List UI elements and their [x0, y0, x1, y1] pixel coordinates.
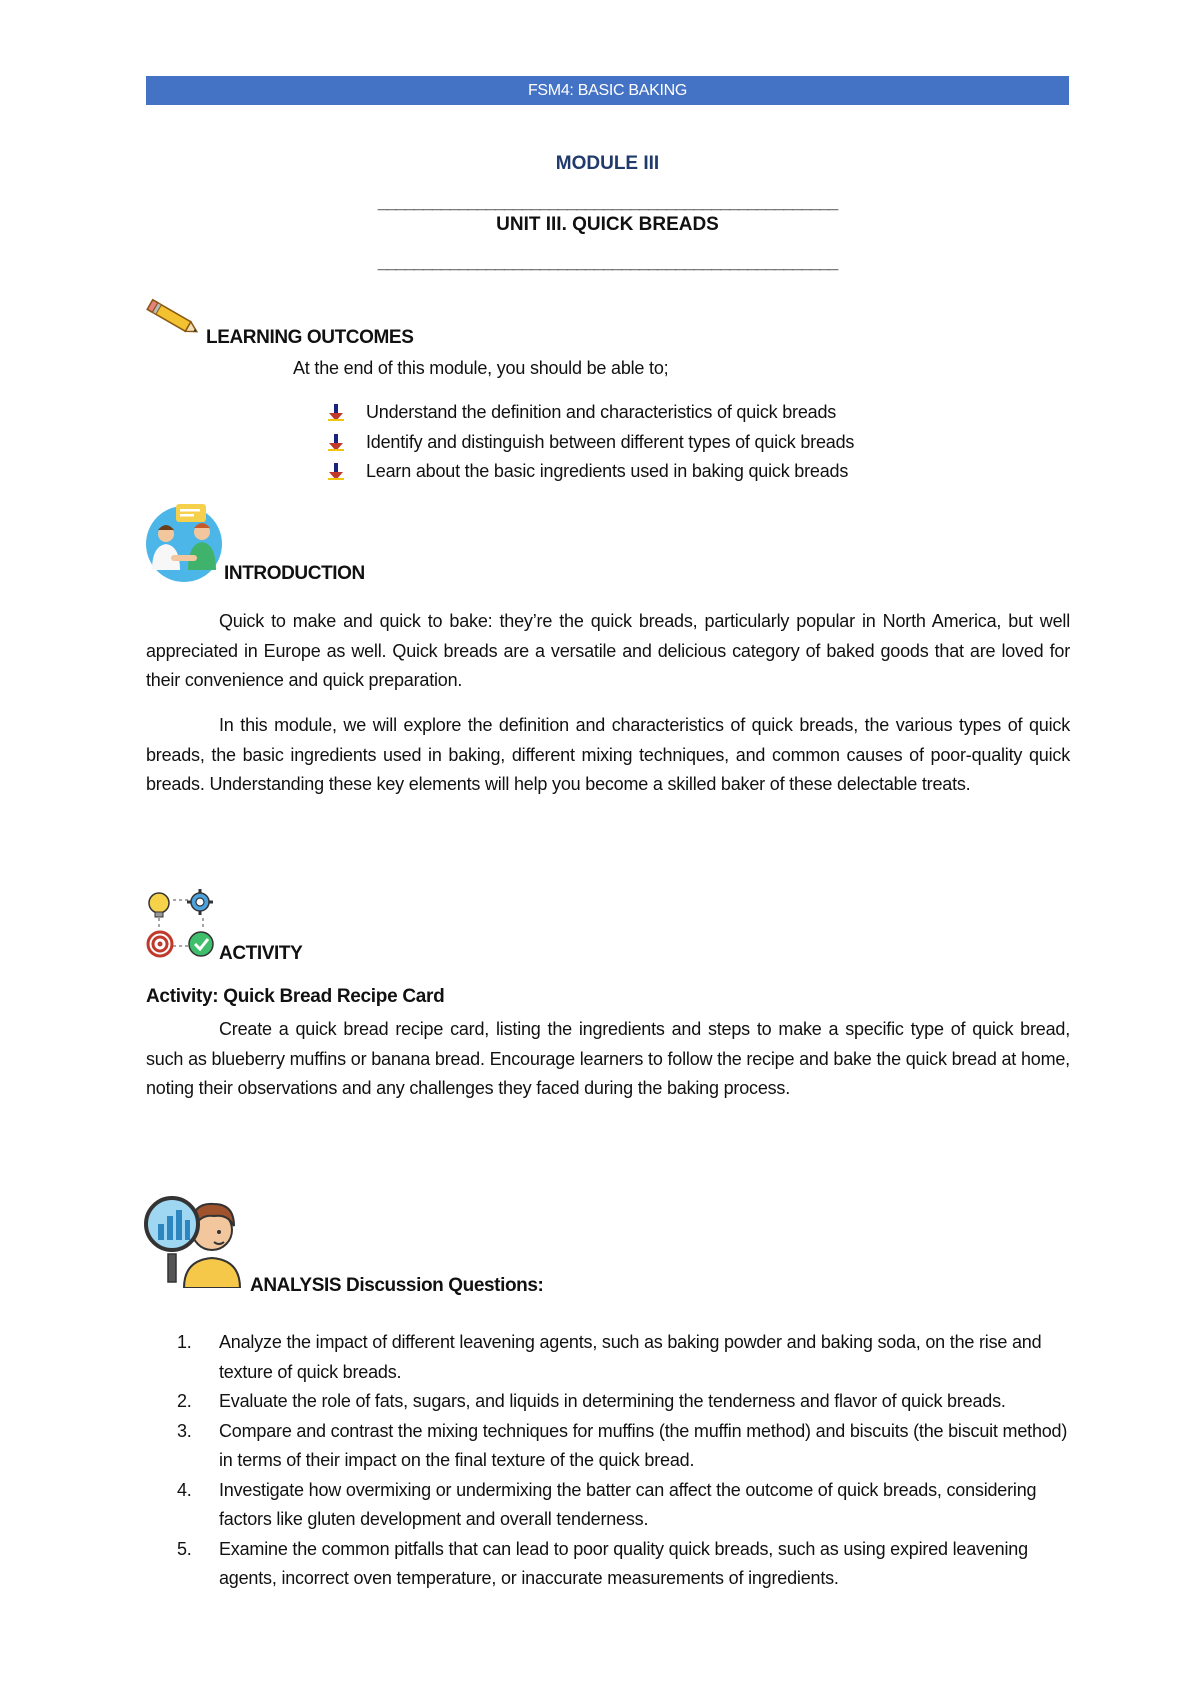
- question-text: Compare and contrast the mixing techniques for muffins (the muffin method) and biscuits (the biscuit method) in terms of their impact on the final texture of the quick bread.: [219, 1420, 1068, 1470]
- introduction-heading: INTRODUCTION: [224, 563, 365, 584]
- list-number: 1.: [177, 1332, 192, 1352]
- list-item: [146, 1417, 1070, 1476]
- question-text: Analyze the impact of different leavening agents, such as baking powder and baking soda, on the rise and texture of quick breads.: [219, 1332, 1042, 1382]
- outcomes-intro: At the end of this module, you should be able to;: [293, 358, 669, 378]
- discussion-people-icon: [144, 500, 224, 584]
- list-item: [328, 457, 854, 487]
- analysis-heading: ANALYSIS Discussion Questions:: [250, 1275, 544, 1296]
- activity-title: Activity: Quick Bread Recipe Card: [146, 986, 445, 1007]
- outcome-text: Understand the definition and characteristics of quick breads: [366, 402, 837, 422]
- pencil-icon: [142, 296, 206, 342]
- intro-paragraph-2: In this module, we will explore the definition and characteristics of quick breads, the various types of quick breads, the basic ingredients used in baking, different mixing techniques, and common causes of poor-quality quick breads. Understanding these key elements will help you become a skilled baker of these delectable treats.: [146, 715, 1070, 794]
- list-item: [146, 1328, 1070, 1387]
- analysis-questions-list: [146, 1328, 1070, 1594]
- page-header: FSM4: BASIC BAKING: [146, 76, 1069, 105]
- list-number: 2.: [177, 1391, 192, 1411]
- down-arrow-bullet-icon: [328, 434, 344, 452]
- list-item: [146, 1535, 1070, 1594]
- module-title: MODULE III: [555, 153, 660, 174]
- idea-gear-target-check-icon: [145, 888, 217, 960]
- down-arrow-bullet-icon: [328, 404, 344, 422]
- question-text: Investigate how overmixing or undermixing the batter can affect the outcome of quick breads, considering factors like gluten development and overall tenderness.: [219, 1479, 1037, 1529]
- intro-paragraph-1: Quick to make and quick to bake: they’re the quick breads, particularly popular in North America, but well appreciated in Europe as well. Quick breads are a versatile and delicious category of baked goods that are loved for their convenience and quick preparation.: [146, 611, 1070, 690]
- outcome-text: Identify and distinguish between different types of quick breads: [366, 431, 855, 452]
- list-number: 3.: [177, 1420, 192, 1441]
- question-text: Examine the common pitfalls that can lead to poor quality quick breads, such as using expired leavening agents, incorrect oven temperature, or inaccurate measurements of ingredients.: [219, 1538, 1028, 1588]
- unit-title: UNIT III. QUICK BREADS: [496, 214, 719, 235]
- down-arrow-bullet-icon: [328, 463, 344, 481]
- list-item: [328, 428, 854, 458]
- list-item: [146, 1387, 1070, 1417]
- activity-paragraph: Create a quick bread recipe card, listing the ingredients and steps to make a specific type of quick bread, such as blueberry muffins or banana bread. Encourage learners to follow the recipe and bake the quick bread at home, noting their observations and any challenges they faced during the baking process.: [146, 1019, 1070, 1098]
- list-item: [146, 1476, 1070, 1535]
- list-number: 4.: [177, 1479, 192, 1500]
- divider-rule: ___________________________________________________: [377, 192, 838, 212]
- person-magnifier-chart-icon: [144, 1188, 244, 1288]
- list-number: 5.: [177, 1538, 192, 1559]
- outcomes-list: [328, 398, 854, 487]
- divider-rule: ___________________________________________________: [377, 252, 838, 272]
- list-item: [328, 398, 854, 428]
- outcome-text: Learn about the basic ingredients used in baking quick breads: [366, 461, 849, 481]
- learning-outcomes-heading: LEARNING OUTCOMES: [206, 327, 414, 348]
- question-text: Evaluate the role of fats, sugars, and liquids in determining the tenderness and flavor of quick breads.: [219, 1391, 1006, 1411]
- activity-heading: ACTIVITY: [219, 943, 303, 964]
